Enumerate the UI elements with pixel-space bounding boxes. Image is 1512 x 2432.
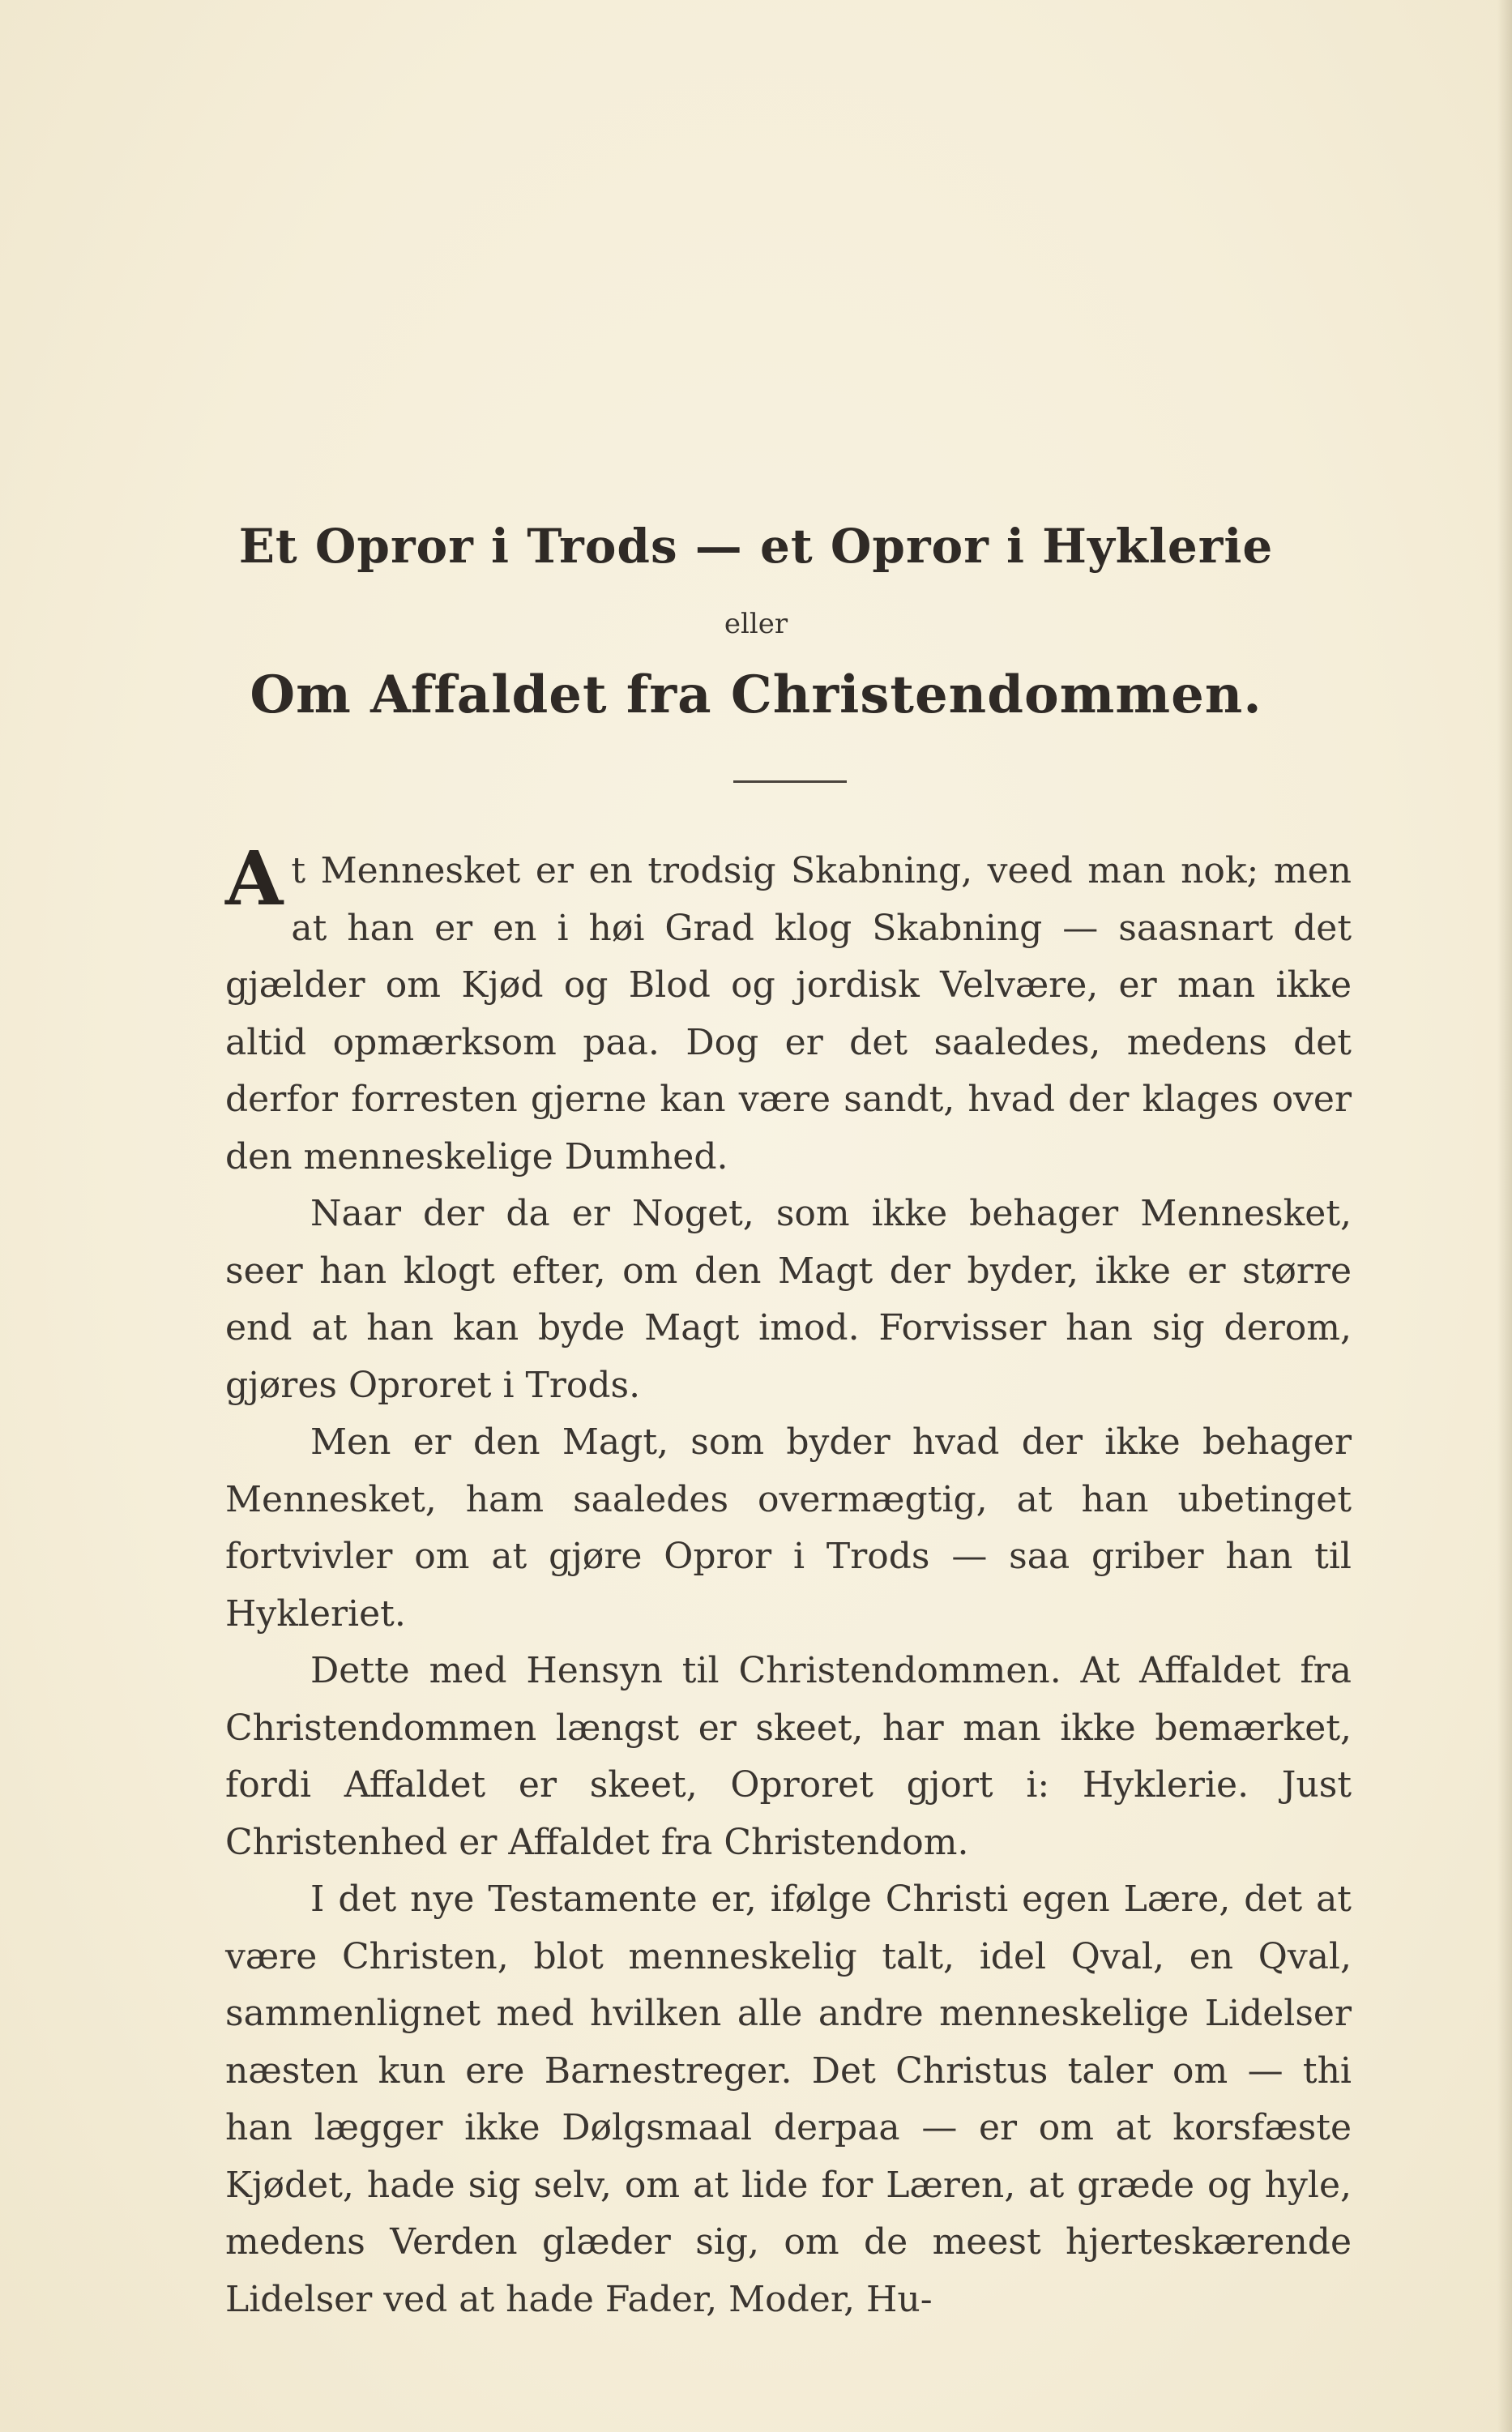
title-conjunction: eller [724,608,788,640]
chapter-title: Et Opror i Trods — et Opror i Hyklerie [238,519,1274,574]
paragraph-4: Dette med Hensyn til Christendommen. At Affaldet fra Christendommen længst er skeet, har man ikke bemærket, fordi Affaldet er skeet, Oproret gjort i: Hyklerie. Just Christenhed er Affaldet fra Christendom. [225,1650,1352,1863]
drop-cap: A [225,835,284,922]
paragraph-5: I det nye Testamente er, ifølge Christi egen Lære, det at være Christen, blot menneskelig talt, idel Qval, en Qval, sammenlignet med hvilken alle andre menneskelige Lidelser næsten kun ere Barnestreger. Det Christus taler om — thi han lægger ikke Dølgsmaal derpaa — er om at korsfæste Kjødet, hade sig selv, om at lide for Læren, at græde og hyle, medens Verden glæder sig, om de meest hjerteskærende Lidelser ved at hade Fader, Moder, Hu- [225,1878,1352,2320]
paragraph-2: Naar der da er Noget, som ikke behager Mennesket, seer han klogt efter, om den Magt der byder, ikke er større end at han kan byde Magt imod. Forvisser han sig derom, gjøres Oproret i Trods. [225,1193,1352,1406]
paragraph-1 [225,835,1352,1186]
title-divider-rule [733,780,847,783]
chapter-subtitle: Om Affaldet fra Christendommen. [250,665,1262,725]
paragraph-3: Men er den Magt, som byder hvad der ikke behager Mennesket, ham saaledes overmægtig, at han ubetinget fortvivler om at gjøre Opror i Trods — saa griber han til Hykleriet. [225,1421,1352,1635]
page-edge-shadow [1497,0,1512,2432]
paragraph-1-text: t Mennesket er en trodsig Skabning, veed man nok; men at han er en i høi Grad klog Skabning — saasnart det gjælder om Kjød og Blod og jordisk Velvære, er man ikke altid opmærksom paa. Dog er det saaledes, medens det derfor forresten gjerne kan være sandt, hvad der klages over den menneskelige Dumhed. [225,850,1352,1178]
body-text [225,835,1352,2328]
